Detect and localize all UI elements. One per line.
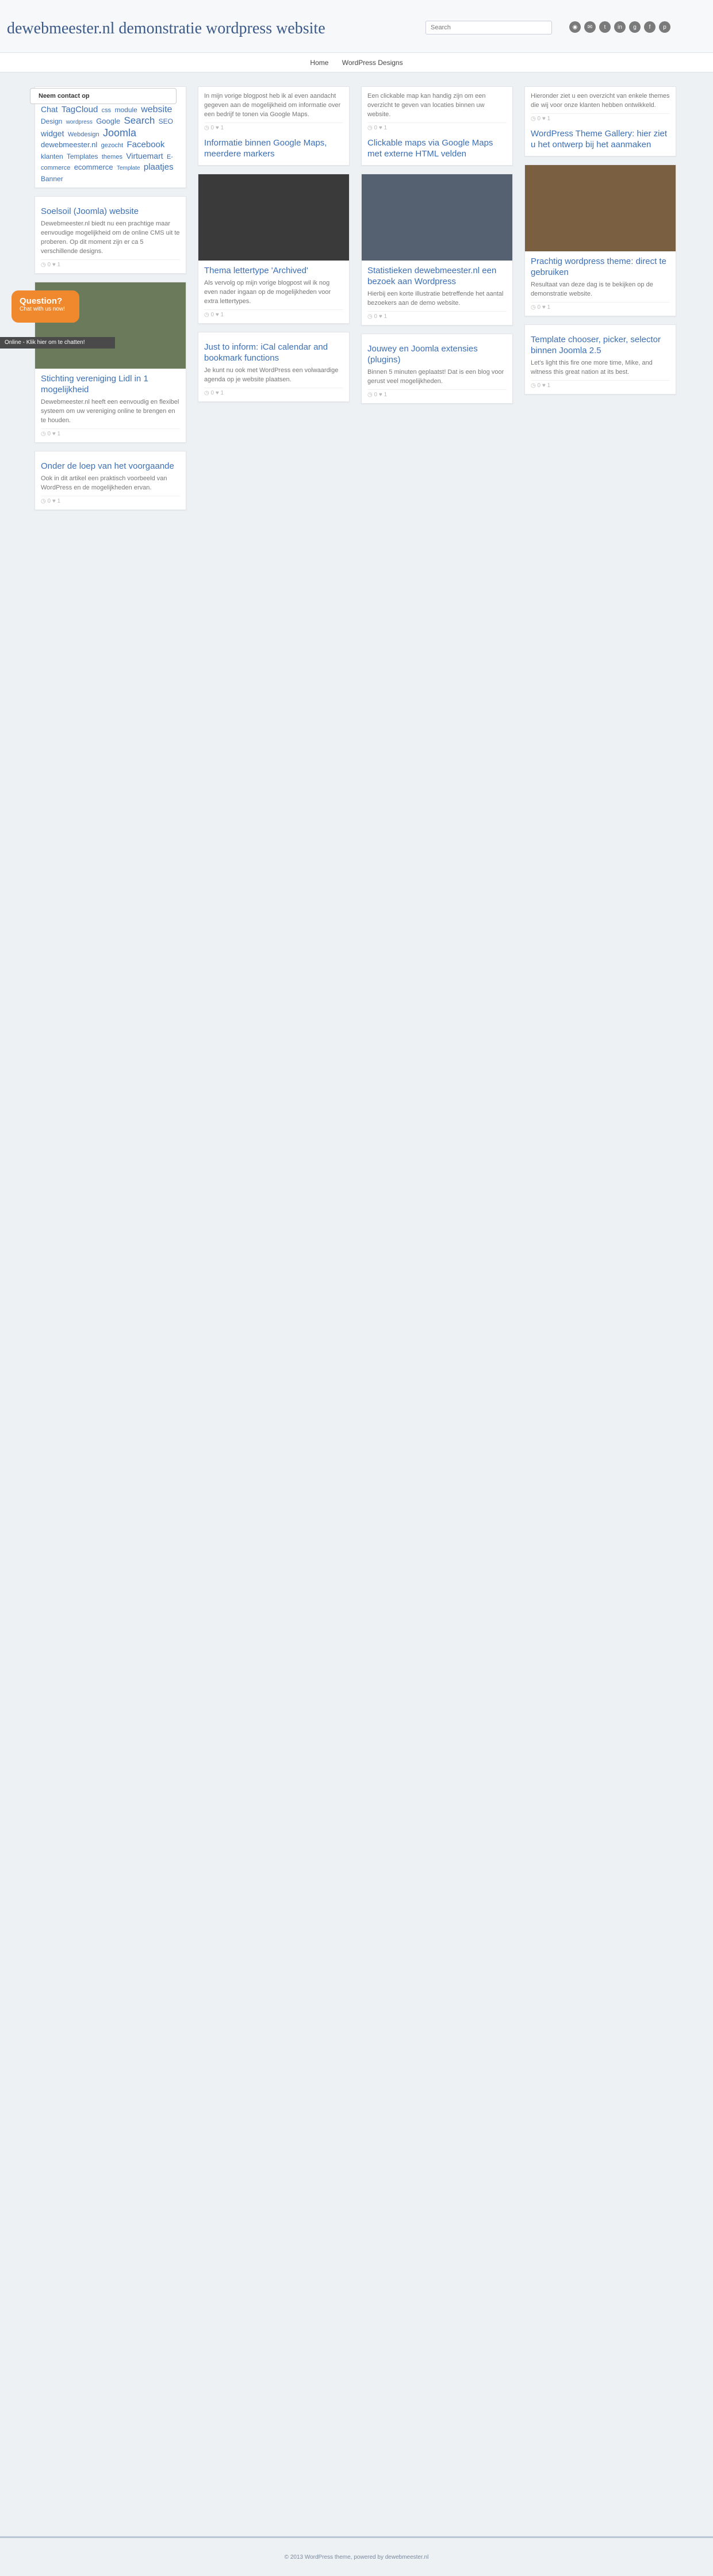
linkedin-icon[interactable]: in [614,21,626,33]
post-meta: ◷ 0 ♥ 1 [204,388,343,398]
post-card [524,324,676,395]
tag-link[interactable]: SEO [158,117,174,125]
tag-link[interactable]: Search [124,115,155,126]
tag-link[interactable]: ecommerce [74,163,113,171]
post-card [361,174,513,326]
post-card [34,451,186,510]
tag-link[interactable]: module [114,106,137,114]
post-meta: ◷ 0 ♥ 1 [531,302,670,312]
post-title[interactable]: Stichting vereniging Lidl in 1 mogelijkheid [41,374,148,395]
tag-link[interactable]: css [101,107,112,114]
post-meta: ◷ 0 ♥ 1 [41,259,180,270]
tag-link[interactable]: themes [101,154,122,160]
post-thumbnail[interactable] [362,174,512,261]
facebook-icon[interactable]: f [644,21,656,33]
post-meta: ◷ 0 ♥ 1 [367,123,507,133]
post-excerpt: Een clickable map kan handig zijn om een overzicht te geven van locaties binnen uw website. [367,93,486,118]
post-title[interactable]: Template chooser, picker, selector binnen Joomla 2.5 [531,335,661,355]
google-icon[interactable]: g [629,21,641,33]
post-excerpt: Dewebmeester.nl heeft een eenvoudig en flexibel systeem om uw vereniging online te brengen en te houden. [41,399,179,424]
post-title[interactable]: Onder de loep van het voorgaande [41,461,174,471]
post-card [198,86,350,166]
tag-link[interactable]: Template [116,165,140,171]
post-card [198,332,350,402]
post-excerpt: Je kunt nu ook met WordPress een volwaardige agenda op je website plaatsen. [204,367,339,383]
rss-icon[interactable]: ◉ [569,21,581,33]
content-grid [34,86,678,2502]
post-meta: ◷ 0 ♥ 1 [367,311,507,321]
post-excerpt: Hierbij een korte illustratie betreffende het aantal bezoekers aan de demo website. [367,290,504,307]
tag-link[interactable]: Design [41,117,63,125]
site-header [0,0,713,53]
post-excerpt: Hieronder ziet u een overzicht van enkele themes die wij voor onze klanten hebben ontwikkeld. [531,93,670,109]
post-meta: ◷ 0 ♥ 1 [41,496,180,506]
tag-link[interactable]: Templates [66,152,98,160]
tag-link[interactable]: Banner [41,175,63,183]
post-title[interactable]: Prachtig wordpress theme: direct te gebruiken [531,257,666,277]
tag-list [41,104,180,184]
post-title[interactable]: Statistieken dewebmeester.nl een bezoek aan Wordpress [367,266,497,286]
post-excerpt: Resultaat van deze dag is te bekijken op de demonstratie website. [531,281,653,297]
tag-link[interactable]: wordpress [66,119,93,125]
post-title[interactable]: Just to inform: iCal calendar and bookmark functions [204,342,328,363]
post-card [198,174,350,324]
post-excerpt: Binnen 5 minuten geplaatst! Dat is een blog voor gerust veel mogelijkheden. [367,369,504,385]
tag-link[interactable]: Joomla [103,127,137,139]
search-input[interactable] [425,21,552,35]
nav-item-wordpress-designs[interactable]: WordPress Designs [342,59,403,67]
tag-link[interactable]: plaatjes [143,162,174,172]
post-meta: ◷ 0 ♥ 1 [204,309,343,320]
post-title[interactable]: Thema lettertype 'Archived' [204,266,308,275]
post-excerpt: Ook in dit artikel een praktisch voorbeeld van WordPress en de mogelijkheden ervan. [41,475,167,491]
post-thumbnail[interactable] [198,174,349,261]
post-title[interactable]: Jouwey en Joomla extensies (plugins) [367,344,478,365]
social-icons [569,21,670,33]
main-nav [0,53,713,72]
tag-link[interactable]: E-commerce [41,154,173,171]
post-meta: ◷ 0 ♥ 1 [531,113,670,124]
tag-link[interactable]: gezocht [101,142,124,149]
post-title[interactable]: Clickable maps via Google Maps met externe HTML velden [367,138,493,159]
tag-link[interactable]: Virtuemart [126,151,163,160]
tag-link[interactable]: Google [96,117,121,125]
tag-link[interactable]: klanten [41,152,63,160]
chat-question: Question? [20,296,63,306]
post-card [34,196,186,274]
post-card [524,86,676,156]
post-excerpt: In mijn vorige blogpost heb ik al even aandacht gegeven aan de mogelijkheid om informatie over een bedrijf te tonen via Google Maps. [204,93,341,118]
tag-link[interactable]: dewebmeester.nl [41,140,98,149]
tag-link[interactable]: website [141,105,172,114]
post-meta: ◷ 0 ♥ 1 [41,428,180,439]
tag-link[interactable]: Facebook [126,140,165,150]
post-title[interactable]: Soelsoil (Joomla) website [41,206,139,216]
post-excerpt: Dewebmeester.nl biedt nu een prachtige maar eenvoudige mogelijkheid om de online CMS uit te proberen. Op dit moment zijn er ca 5 verschillende designs. [41,220,180,255]
chat-widget[interactable] [12,290,79,323]
email-icon[interactable]: ✉ [584,21,596,33]
nav-item-home[interactable]: Home [310,59,329,67]
post-card [361,334,513,404]
chat-subtitle: Chat with us now! [20,306,65,312]
post-card [361,86,513,166]
post-thumbnail[interactable] [525,165,676,251]
tag-link[interactable]: TagCloud [61,105,98,114]
post-excerpt: Let's light this fire one more time, Mike, and witness this great nation at its best. [531,359,653,376]
post-meta: ◷ 0 ♥ 1 [367,389,507,400]
site-title[interactable]: dewebmeester.nl demonstratie wordpress website [7,20,325,37]
tag-link[interactable]: Chat [41,105,58,114]
tag-link[interactable]: widget [41,129,64,138]
post-title[interactable]: Informatie binnen Google Maps, meerdere markers [204,138,327,159]
site-footer: © 2013 WordPress theme, powered by dewebmeester.nl [0,2536,713,2576]
post-meta: ◷ 0 ♥ 1 [531,380,670,391]
tag-link[interactable]: Webdesign [67,131,99,138]
pinterest-icon[interactable]: p [659,21,670,33]
post-excerpt: Als vervolg op mijn vorige blogpost wil ik nog even nader ingaan op de mogelijkheden voor extra lettertypes. [204,280,331,305]
twitter-icon[interactable]: t [599,21,611,33]
chat-online-bar[interactable]: Online - Klik hier om te chatten! [0,337,115,349]
post-title[interactable]: WordPress Theme Gallery: hier ziet u het ontwerp bij het aanmaken [531,129,668,150]
contact-button[interactable]: Neem contact op [30,88,177,104]
post-card [524,164,676,316]
post-meta: ◷ 0 ♥ 1 [204,123,343,133]
